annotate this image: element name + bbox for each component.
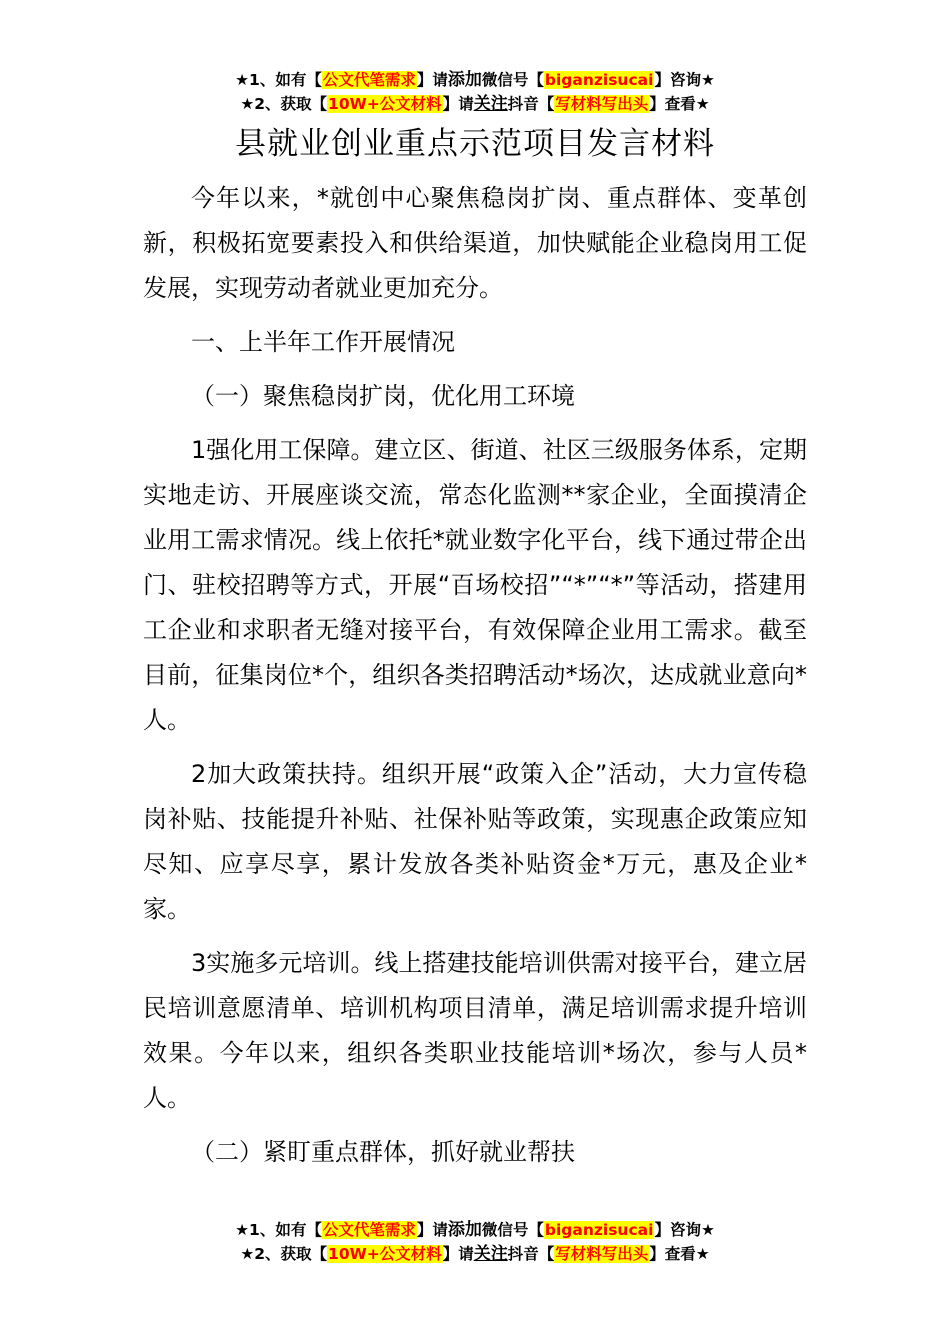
banner-line-1 bbox=[0, 68, 950, 92]
banner-emphasis: 关注 bbox=[473, 94, 508, 114]
heading-subsection-2: （二）紧盯重点群体，抓好就业帮扶 bbox=[191, 1138, 575, 1166]
banner-text: 】查看★ bbox=[649, 1245, 710, 1263]
banner-text: ★1、如有【 bbox=[235, 71, 322, 89]
banner-highlight: 10W+公文材料 bbox=[328, 95, 442, 113]
banner-emphasis: 关注 bbox=[473, 1244, 508, 1264]
banner-text: ★2、获取【 bbox=[240, 1245, 328, 1263]
banner-text: 抖音【 bbox=[507, 95, 555, 113]
banner-line-2 bbox=[0, 92, 950, 116]
paragraph-item-2: 2加大政策扶持。组织开展“政策入企”活动，大力宣传稳岗补贴、技能提升补贴、社保补贴等政策，实现惠企政策应知尽知、应享尽享，累计发放各类补贴资金*万元，惠及企业*家。 bbox=[143, 760, 807, 923]
banner-text: ★2、获取【 bbox=[240, 95, 328, 113]
heading-subsection-1: （一）聚焦稳岗扩岗，优化用工环境 bbox=[191, 382, 575, 410]
banner-text: ★1、如有【 bbox=[235, 1221, 322, 1239]
banner-text: 】咨询★ bbox=[654, 71, 715, 89]
document-body bbox=[143, 176, 807, 1184]
banner-text: 】查看★ bbox=[649, 95, 710, 113]
banner-highlight: 写材料写出头 bbox=[555, 95, 649, 113]
banner-text: 】咨询★ bbox=[654, 1221, 715, 1239]
heading-section-1: 一、上半年工作开展情况 bbox=[191, 328, 455, 356]
banner-text: 微信号【 bbox=[481, 71, 544, 89]
banner-text: 】请 bbox=[442, 1245, 474, 1263]
banner-text: 】请 bbox=[442, 95, 474, 113]
banner-highlight: 10W+公文材料 bbox=[328, 1245, 442, 1263]
banner-text: 】请 bbox=[416, 71, 448, 89]
banner-emphasis: 添加 bbox=[447, 70, 482, 90]
paragraph-item-1: 1强化用工保障。建立区、街道、社区三级服务体系，定期实地走访、开展座谈交流，常态化监测**家企业，全面摸清企业用工需求情况。线上依托*就业数字化平台，线下通过带企出门、驻校招聘等方式，开展“百场校招”“*”“*”等活动，搭建用工企业和求职者无缝对接平台，有效保障企业用工需求。截至目前，征集岗位*个，组织各类招聘活动*场次，达成就业意向*人。 bbox=[143, 436, 807, 734]
paragraph-item-3: 3实施多元培训。线上搭建技能培训供需对接平台，建立居民培训意愿清单、培训机构项目清单，满足培训需求提升培训效果。今年以来，组织各类职业技能培训*场次，参与人员*人。 bbox=[143, 949, 807, 1112]
footer-banner bbox=[0, 1218, 950, 1266]
banner-highlight: biganzisucai bbox=[544, 71, 654, 89]
document-title: 县就业创业重点示范项目发言材料 bbox=[235, 126, 715, 162]
banner-highlight: biganzisucai bbox=[544, 1221, 654, 1239]
banner-emphasis: 添加 bbox=[447, 1220, 482, 1240]
paragraph-intro: 今年以来，*就创中心聚焦稳岗扩岗、重点群体、变革创新，积极拓宽要素投入和供给渠道，加快赋能企业稳岗用工促发展，实现劳动者就业更加充分。 bbox=[143, 184, 807, 302]
banner-text: 】请 bbox=[416, 1221, 448, 1239]
banner-line-1 bbox=[0, 1218, 950, 1242]
header-banner bbox=[0, 68, 950, 116]
banner-highlight: 公文代笔需求 bbox=[322, 71, 416, 89]
banner-highlight: 写材料写出头 bbox=[555, 1245, 649, 1263]
banner-text: 微信号【 bbox=[481, 1221, 544, 1239]
banner-line-2 bbox=[0, 1242, 950, 1266]
banner-highlight: 公文代笔需求 bbox=[322, 1221, 416, 1239]
banner-text: 抖音【 bbox=[507, 1245, 555, 1263]
